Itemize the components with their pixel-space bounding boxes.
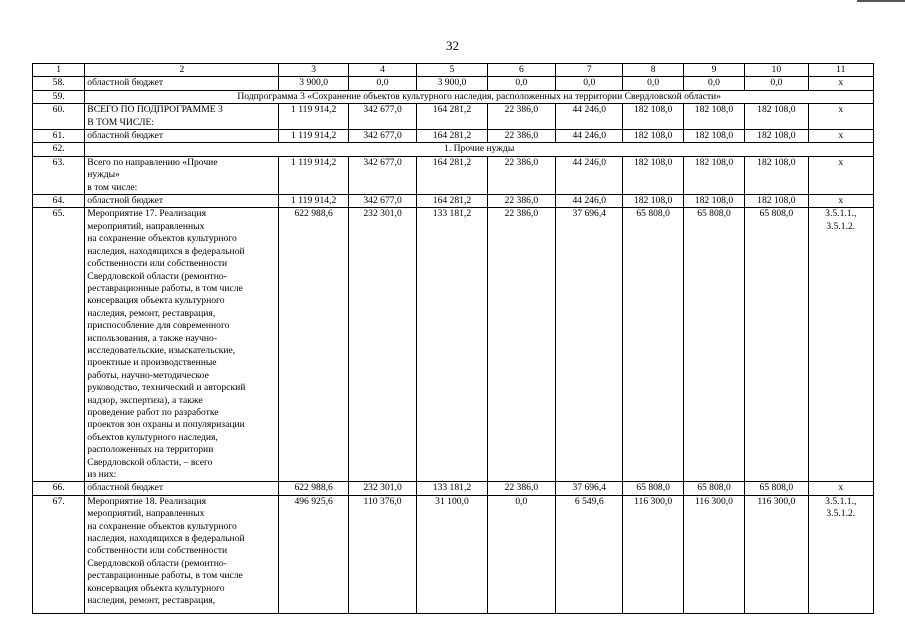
amount-cell: 622 988,6 [279,482,348,495]
budget-table [32,63,874,614]
amount-cell: 65 808,0 [745,208,808,482]
row-description: областной бюджет [85,482,279,495]
amount-cell: 44 246,0 [556,104,623,130]
amount-cell: 0,0 [745,77,808,90]
scan-edge-mark [857,0,905,2]
row-description: областной бюджет [85,195,279,208]
amount-cell: 182 108,0 [683,195,744,208]
column-number: 1 [33,64,85,77]
amount-cell: 164 281,2 [417,156,487,194]
amount-cell: 65 808,0 [623,482,683,495]
row-number: 65. [33,208,85,482]
row-number: 66. [33,482,85,495]
amount-cell: 65 808,0 [683,482,744,495]
amount-cell: 164 281,2 [417,195,487,208]
row-description: Мероприятие 18. Реализация мероприятий, направленных на сохранение объектов культурного наследия, находящихся в федеральной собственности или собственности Свердловской области (ремонтно- реставрационные работы, в том числе консервация объекта культурного наследия, ремонт, реставрация, [85,495,279,613]
row-number: 62. [33,143,85,156]
amount-cell: 496 925,6 [279,495,348,613]
section-title: Подпрограмма 3 «Сохранение объектов культурного наследия, расположенных на территории Свердловской области» [85,90,874,103]
amount-cell: 0,0 [348,77,416,90]
column-number: 5 [417,64,487,77]
amount-cell: 0,0 [623,77,683,90]
row-number: 61. [33,130,85,143]
amount-cell: 0,0 [556,77,623,90]
amount-cell: 116 300,0 [745,495,808,613]
table-row [33,208,874,482]
table-row [33,130,874,143]
target-code: 3.5.1.1., 3.5.1.2. [808,495,873,613]
amount-cell: 6 549,6 [556,495,623,613]
amount-cell: 22 386,0 [487,104,555,130]
column-number: 7 [556,64,623,77]
table-row [33,104,874,130]
amount-cell: 182 108,0 [745,195,808,208]
column-number-row [33,64,874,77]
amount-cell: 22 386,0 [487,195,555,208]
amount-cell: 182 108,0 [683,104,744,130]
target-code: х [808,130,873,143]
amount-cell: 164 281,2 [417,104,487,130]
amount-cell: 182 108,0 [683,156,744,194]
amount-cell: 44 246,0 [556,195,623,208]
column-number: 4 [348,64,416,77]
amount-cell: 44 246,0 [556,130,623,143]
amount-cell: 0,0 [487,77,555,90]
row-description: областной бюджет [85,77,279,90]
page-number: 32 [446,38,459,53]
target-code: х [808,77,873,90]
amount-cell: 1 119 914,2 [279,195,348,208]
column-number: 11 [808,64,873,77]
amount-cell: 1 119 914,2 [279,104,348,130]
row-number: 59. [33,90,85,103]
amount-cell: 65 808,0 [623,208,683,482]
section-title: 1. Прочие нужды [85,143,874,156]
row-description: Всего по направлению «Прочие нужды» в том числе: [85,156,279,194]
amount-cell: 1 119 914,2 [279,156,348,194]
target-code: х [808,482,873,495]
amount-cell: 342 677,0 [348,195,416,208]
amount-cell: 182 108,0 [745,104,808,130]
row-description: ВСЕГО ПО ПОДПРОГРАММЕ 3 В ТОМ ЧИСЛЕ: [85,104,279,130]
target-code: х [808,156,873,194]
column-number: 6 [487,64,555,77]
amount-cell: 133 181,2 [417,482,487,495]
section-header-row [33,143,874,156]
row-number: 63. [33,156,85,194]
amount-cell: 65 808,0 [745,482,808,495]
amount-cell: 3 900,0 [417,77,487,90]
row-description: Мероприятие 17. Реализация мероприятий, направленных на сохранение объектов культурного наследия, находящихся в федеральной собственности или собственности Свердловской области (ремонтно- реставрационные работы, в том числе консервация объекта культурного наследия, ремонт, реставрация, приспособление для современного использования, а также научно- исследовательские, изыскательские, проектные и производственные работы, научно-методическое руководство, технический и авторский надзор, экспертиза), а также проведение работ по разработке проектов зон охраны и популяризации объектов культурного наследия, расположенных на территории Свердловской области, – всего из них: [85,208,279,482]
amount-cell: 182 108,0 [623,156,683,194]
row-number: 64. [33,195,85,208]
column-number: 2 [85,64,279,77]
amount-cell: 110 376,0 [348,495,416,613]
amount-cell: 37 696,4 [556,482,623,495]
table-row [33,495,874,613]
amount-cell: 22 386,0 [487,156,555,194]
amount-cell: 182 108,0 [623,195,683,208]
amount-cell: 116 300,0 [683,495,744,613]
amount-cell: 232 301,0 [348,482,416,495]
row-number: 60. [33,104,85,130]
amount-cell: 182 108,0 [623,130,683,143]
amount-cell: 0,0 [683,77,744,90]
amount-cell: 182 108,0 [683,130,744,143]
row-number: 67. [33,495,85,613]
row-description: областной бюджет [85,130,279,143]
amount-cell: 182 108,0 [623,104,683,130]
section-header-row [33,90,874,103]
column-number: 9 [683,64,744,77]
amount-cell: 1 119 914,2 [279,130,348,143]
column-number: 8 [623,64,683,77]
column-number: 10 [745,64,808,77]
amount-cell: 3 900,0 [279,77,348,90]
target-code: х [808,195,873,208]
amount-cell: 22 386,0 [487,130,555,143]
target-code: 3.5.1.1., 3.5.1.2. [808,208,873,482]
amount-cell: 116 300,0 [623,495,683,613]
amount-cell: 133 181,2 [417,208,487,482]
amount-cell: 182 108,0 [745,156,808,194]
amount-cell: 182 108,0 [745,130,808,143]
amount-cell: 22 386,0 [487,482,555,495]
amount-cell: 232 301,0 [348,208,416,482]
table-row [33,77,874,90]
target-code: х [808,104,873,130]
amount-cell: 22 386,0 [487,208,555,482]
amount-cell: 37 696,4 [556,208,623,482]
row-number: 58. [33,77,85,90]
amount-cell: 0,0 [487,495,555,613]
table-row [33,482,874,495]
amount-cell: 164 281,2 [417,130,487,143]
amount-cell: 342 677,0 [348,156,416,194]
amount-cell: 342 677,0 [348,104,416,130]
amount-cell: 342 677,0 [348,130,416,143]
column-number: 3 [279,64,348,77]
amount-cell: 622 988,6 [279,208,348,482]
amount-cell: 65 808,0 [683,208,744,482]
amount-cell: 31 100,0 [417,495,487,613]
amount-cell: 44 246,0 [556,156,623,194]
table-row [33,156,874,194]
table-row [33,195,874,208]
